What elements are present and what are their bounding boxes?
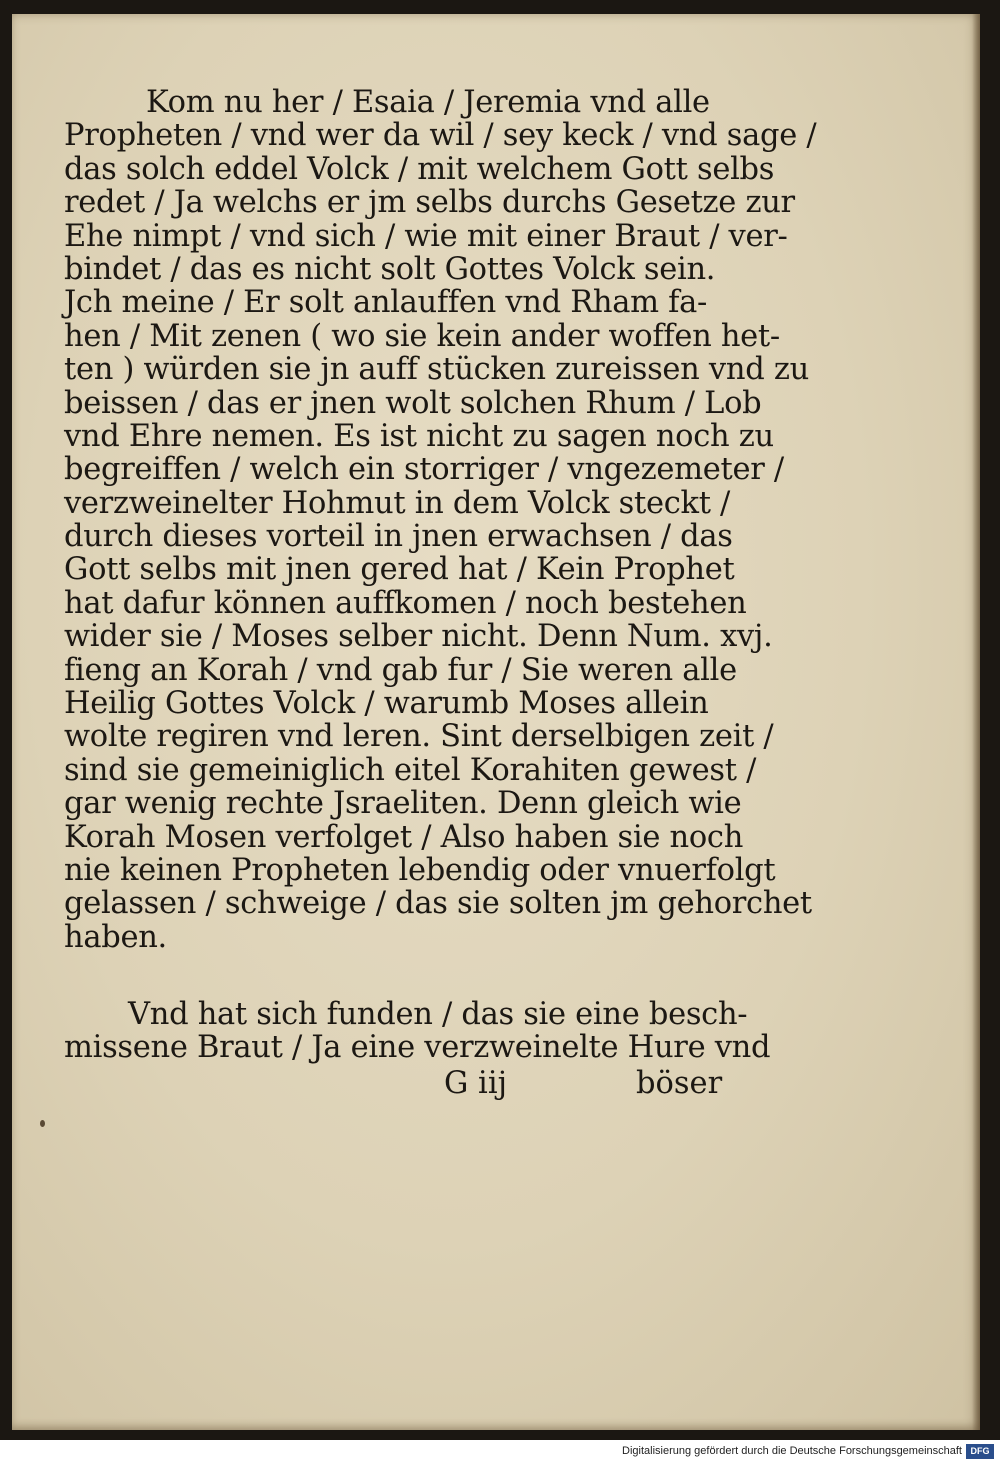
text-line: Jch meine / Er solt anlauffen vnd Rham fa- [64,285,708,321]
text-line: verzweinelter Hohmut in dem Volck steckt / [64,485,731,521]
paragraph-1 [64,85,817,955]
paragraph-2 [64,997,771,1066]
text-line: Kom nu her / Esaia / Jeremia vnd alle [146,85,710,120]
text-line: Heilig Gottes Volck / warumb Moses allein [64,686,709,722]
text-line: Ehe nimpt / vnd sich / wie mit einer Braut / ver- [64,218,788,254]
dfg-logo[interactable]: DFG [966,1444,994,1459]
funding-notice: Digitalisierung gefördert durch die Deutsche Forschungsgemeinschaft [622,1445,962,1457]
book-page [12,14,980,1430]
text-line: sind sie gemeiniglich eitel Korahiten gewest / [64,752,757,788]
text-line: redet / Ja welchs er jm selbs durchs Gesetze zur [64,185,795,221]
text-line: hat dafur können auffkomen / noch bestehen [64,585,747,621]
text-line: wider sie / Moses selber nicht. Denn Num. xvj. [64,619,773,655]
page-edge-shadow [972,14,980,1430]
text-line: gelassen / schweige / das sie solten jm gehorchet [64,886,812,922]
text-line: nie keinen Propheten lebendig oder vnuerfolgt [64,852,776,888]
text-line: fieng an Korah / vnd gab fur / Sie weren alle [64,652,737,688]
text-line: bindet / das es nicht solt Gottes Volck sein. [64,251,716,287]
footer-bar [0,1440,1000,1464]
text-line: durch dieses vorteil in jnen erwachsen / das [64,519,733,555]
text-line: vnd Ehre nemen. Es ist nicht zu sagen noch zu [64,418,774,454]
signature-mark: G iij [444,1066,508,1101]
text-line: ten ) würden sie jn auff stücken zureissen vnd zu [64,352,809,388]
catchword: böser [636,1066,723,1101]
ink-speck [40,1120,45,1127]
text-line: begreiffen / welch ein storriger / vngezemeter / [64,452,784,488]
text-line: Gott selbs mit jnen gered hat / Kein Prophet [64,552,735,588]
text-line: Propheten / vnd wer da wil / sey keck / vnd sage / [64,118,817,154]
text-line: Vnd hat sich funden / das sie eine besch- [128,997,748,1032]
text-line: hen / Mit zenen ( wo sie kein ander woffen het- [64,318,780,354]
text-line: Korah Mosen verfolget / Also haben sie noch [64,819,744,855]
text-line: das solch eddel Volck / mit welchem Gott selbs [64,151,775,187]
text-line: gar wenig rechte Jsraeliten. Denn gleich wie [64,786,742,822]
text-line: missene Braut / Ja eine verzweinelte Hure vnd [64,1030,771,1066]
text-line: wolte regiren vnd leren. Sint derselbigen zeit / [64,719,774,755]
text-line: haben. [64,919,167,955]
text-line: beissen / das er jnen wolt solchen Rhum / Lob [64,385,762,421]
